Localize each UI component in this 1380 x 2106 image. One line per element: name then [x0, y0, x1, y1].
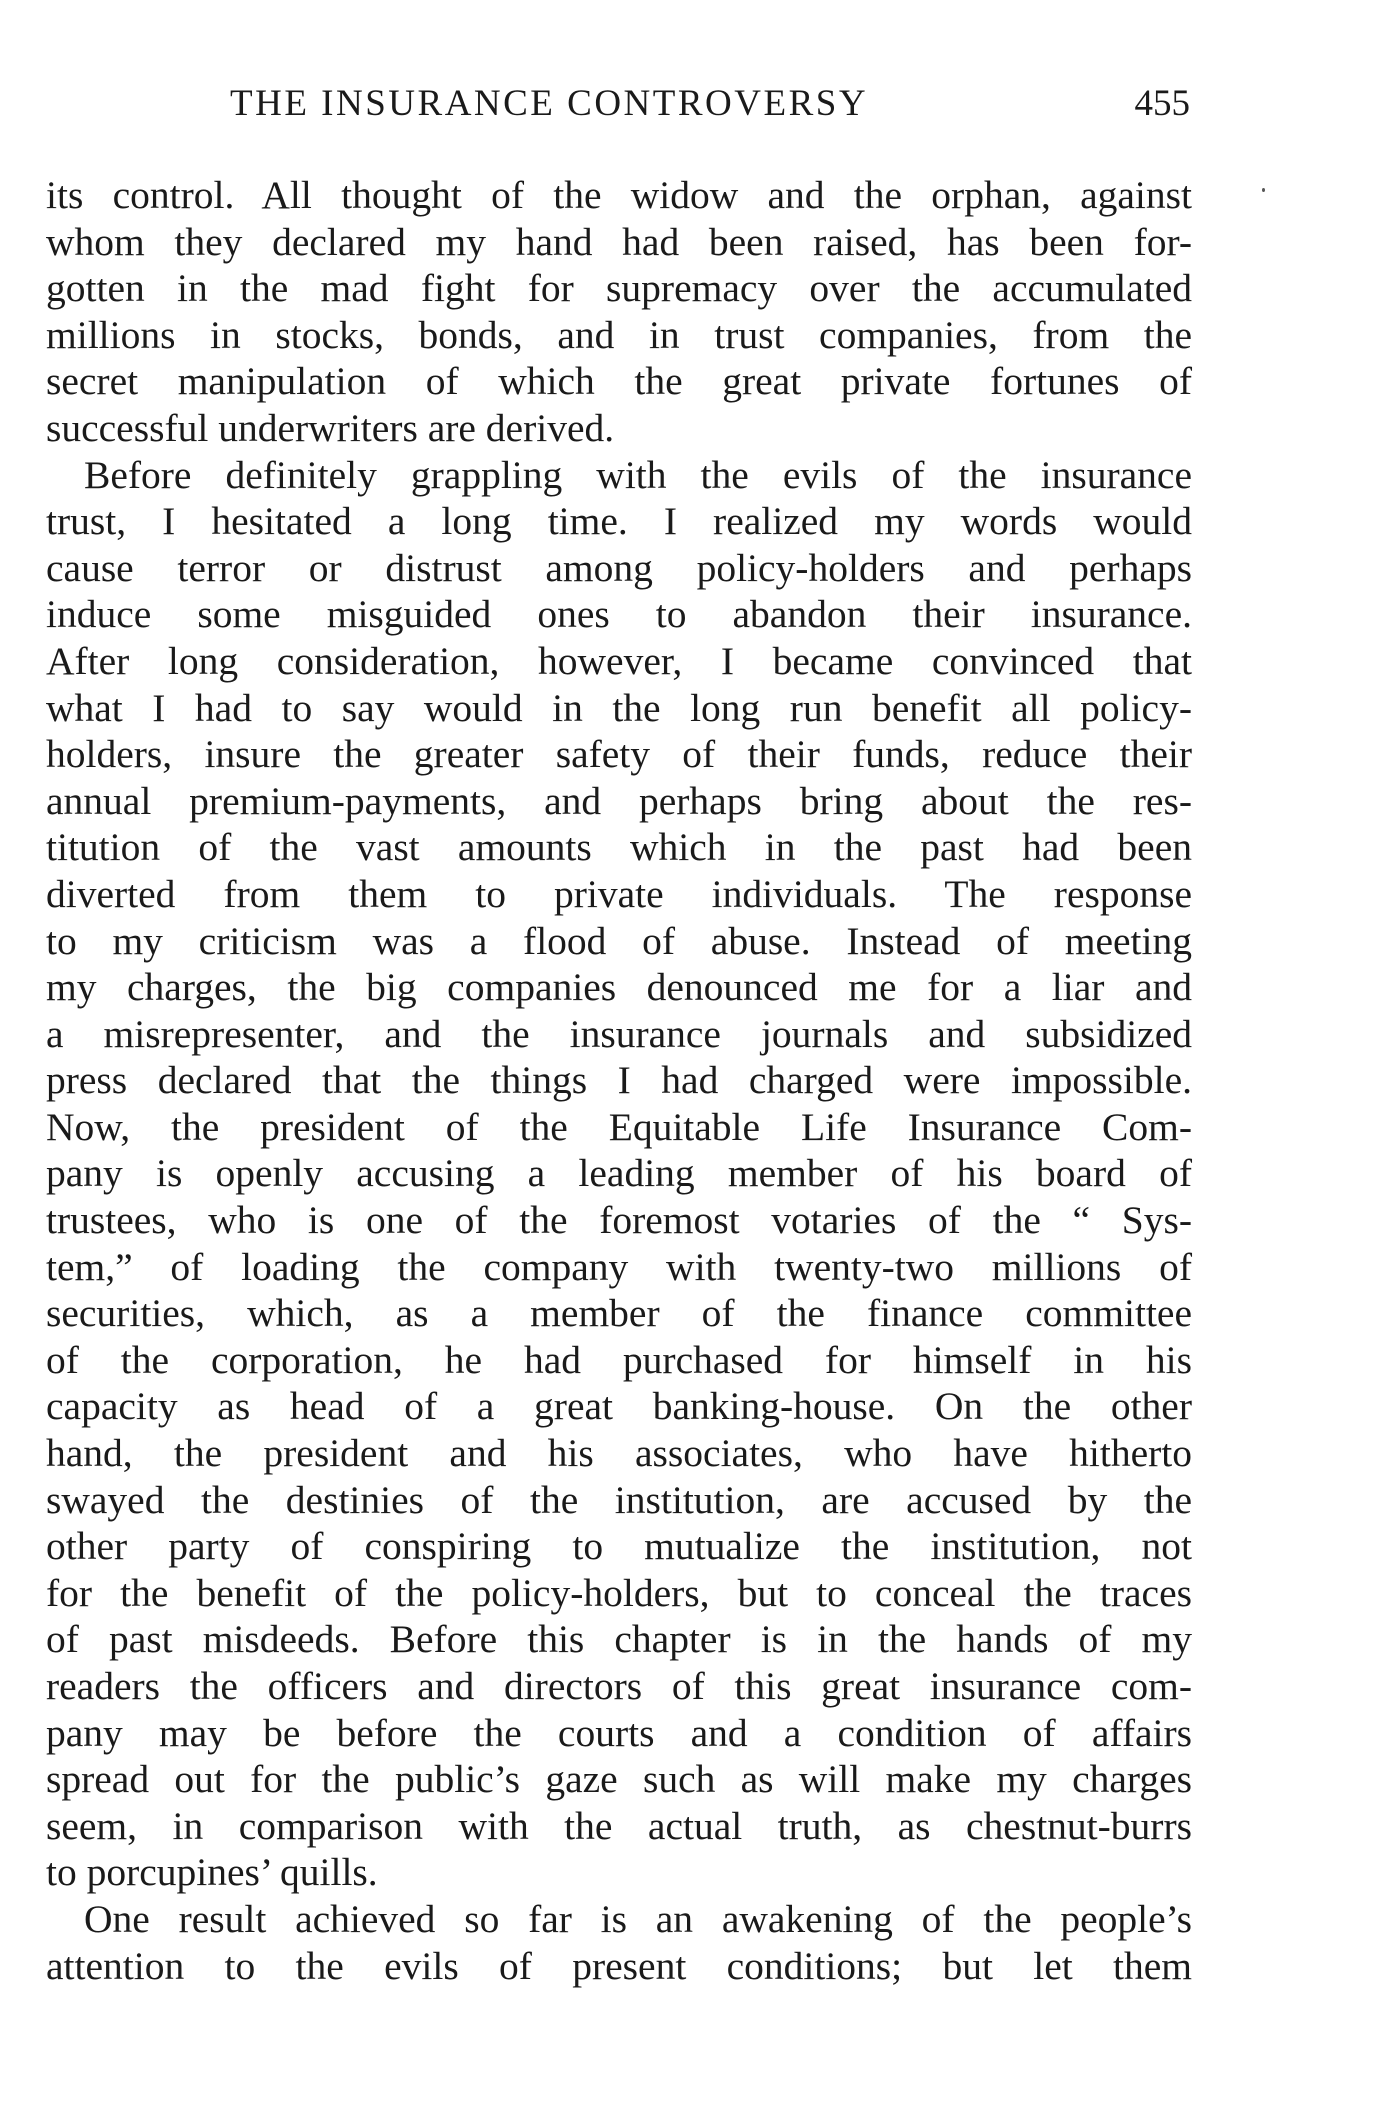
- text-line: After long consideration, however, I became convinced that: [46, 638, 1192, 683]
- text-line: press declared that the things I had charged were impossible.: [46, 1058, 1192, 1103]
- body-text: [46, 172, 1192, 1989]
- text-line: my charges, the big companies denounced me for a liar and: [46, 965, 1192, 1010]
- text-line: secret manipulation of which the great private fortunes of: [46, 359, 1192, 404]
- text-line: hand, the president and his associates, who have hitherto: [46, 1431, 1192, 1476]
- text-line: capacity as head of a great banking-house. On the other: [46, 1384, 1192, 1429]
- text-line: seem, in comparison with the actual truth, as chestnut-burrs: [46, 1803, 1192, 1848]
- text-line: Now, the president of the Equitable Life Insurance Com-: [46, 1104, 1192, 1149]
- text-line: annual premium-payments, and perhaps bring about the res-: [46, 778, 1192, 823]
- text-line: induce some misguided ones to abandon their insurance.: [46, 592, 1192, 637]
- text-line: cause terror or distrust among policy-holders and perhaps: [46, 545, 1192, 590]
- text-line: holders, insure the greater safety of their funds, reduce their: [46, 732, 1192, 777]
- text-line: other party of conspiring to mutualize the institution, not: [46, 1524, 1192, 1569]
- text-line: for the benefit of the policy-holders, but to conceal the traces: [46, 1570, 1192, 1615]
- text-line: diverted from them to private individuals. The response: [46, 871, 1192, 916]
- text-line: successful underwriters are derived.: [46, 405, 615, 450]
- text-line: what I had to say would in the long run benefit all policy-: [46, 685, 1192, 730]
- text-line: of the corporation, he had purchased for himself in his: [46, 1337, 1192, 1382]
- paper-speck: [1262, 188, 1265, 192]
- text-line: pany is openly accusing a leading member of his board of: [46, 1151, 1192, 1196]
- text-line: trustees, who is one of the foremost votaries of the “ Sys-: [46, 1198, 1192, 1243]
- text-line: Before definitely grappling with the evils of the insurance: [84, 452, 1192, 497]
- text-line: trust, I hesitated a long time. I realized my words would: [46, 499, 1192, 544]
- running-title: THE INSURANCE CONTROVERSY: [230, 83, 869, 124]
- text-line: gotten in the mad fight for supremacy over the accumulated: [46, 266, 1192, 311]
- text-line: titution of the vast amounts which in the past had been: [46, 825, 1192, 870]
- text-line: One result achieved so far is an awakening of the people’s: [84, 1896, 1192, 1941]
- text-line: a misrepresenter, and the insurance journals and subsidized: [46, 1011, 1192, 1056]
- text-line: tem,” of loading the company with twenty-two millions of: [46, 1244, 1192, 1289]
- text-line: securities, which, as a member of the finance committee: [46, 1291, 1192, 1336]
- text-line: readers the officers and directors of this great insurance com-: [46, 1664, 1192, 1708]
- text-line: whom they declared my hand had been raised, has been for-: [46, 219, 1192, 264]
- text-line: of past misdeeds. Before this chapter is in the hands of my: [46, 1617, 1192, 1662]
- text-line: to my criticism was a flood of abuse. Instead of meeting: [46, 918, 1192, 963]
- page-number: 455: [1134, 83, 1190, 124]
- text-line: to porcupines’ quills.: [46, 1850, 378, 1895]
- text-line: attention to the evils of present conditions; but let them: [46, 1943, 1192, 1988]
- running-head: [230, 76, 1190, 132]
- text-line: pany may be before the courts and a condition of affairs: [46, 1710, 1192, 1755]
- text-line: swayed the destinies of the institution, are accused by the: [46, 1477, 1192, 1522]
- text-line: its control. All thought of the widow and the orphan, against: [46, 173, 1192, 217]
- text-line: millions in stocks, bonds, and in trust companies, from the: [46, 312, 1192, 357]
- text-line: spread out for the public’s gaze such as will make my charges: [46, 1757, 1192, 1802]
